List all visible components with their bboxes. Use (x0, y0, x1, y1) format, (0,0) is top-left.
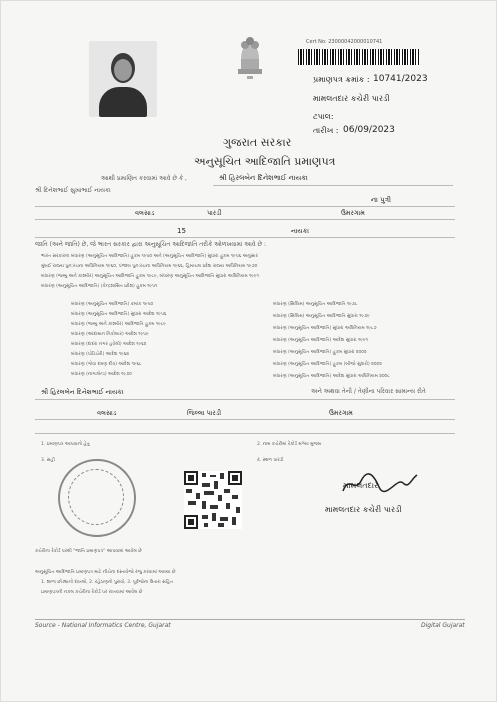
district: પારડી (207, 209, 222, 217)
left-list-item: બંધારણ (અનુસૂચિત આદિજાતિ) સુધારા આદેશ ૧૯૫૬ (71, 312, 167, 317)
footer-line-0: અનુસૂચિત આદિજાતિ પ્રમાણપત્ર માટે નીચેના દસ્તાવેજો રજુ કરવામાં આવ્યા છે (35, 570, 176, 575)
and-family-text: અને અથવા તેની / તેણીના પરિવાર સામાન્ય રીતે (311, 388, 426, 395)
resident-taluka: ઉમરગામ (329, 409, 353, 417)
left-list-item: બંધારણ (નાગાલેન્ડ) આદેશ ૧૯૭૦ (71, 372, 132, 377)
barcode (298, 49, 420, 65)
applicant-name: શ્રી હિરલબેન દિનેશભાઈ નાયકા (219, 174, 308, 182)
cert-no-label: પ્રમાણપત્ર ક્રમાંક : (313, 75, 370, 84)
certificate-title: અનુસૂચિત આદિજાતિ પ્રમાણપત્ર (194, 155, 336, 168)
body-line-2: મુંબઈ રાજ્ય પુનઃરચના અધિનિયમ ૧૯૬૦, પંજાબ પુનઃરચના અધિનિયમ ૧૯૬૬, હિમાચલ પ્રદેશ રાજ્ય અધિનિયમ ૧૯૭૦ (41, 264, 258, 269)
father-name: શ્રી દિનેશભાઈ સુખાભાઈ નાયકા (35, 187, 111, 194)
footer-note: કચેરીના રેકોર્ડ પરથી "જાતિ પ્રમાણપત્ર" આપવામાં આવેલ છે (35, 549, 142, 554)
right-list-item: બંધારણ (અનુસૂચિત આદિજાતિ) હુકમ સુધારા ૨૦૦૨ (273, 350, 367, 355)
right-list-item: બંધારણ (અનુસૂચિત આદિજાતિ) આદેશ સુધારા ૧૯૯૧ (273, 338, 368, 343)
footer-line-2: પ્રમાણપત્રની નકલ કચેરીના રેકોર્ડ પર રાખવામાં આવેલ છે (41, 590, 143, 595)
national-emblem-icon (235, 29, 265, 83)
receipt-label: ટપાલ: (313, 112, 334, 121)
gov-title: ગુજરાત સરકાર (223, 136, 292, 149)
qr-code-icon (184, 471, 242, 529)
cert-no-value: 10741/2023 (373, 74, 428, 84)
right-list-item: બંધારણ (સિક્કિમ) અનુસૂચિત આદિજાતિ ૧૯૭૮ (273, 302, 358, 307)
body-line-3: બંધારણ (જમ્મુ અને કાશ્મીર) અનુસૂચિત આદિજાતિ હુકમ ૧૯૮૯, બંધારણ અનુસૂચિત આદિજાતિ સુધારા અધિનિયમ ૧૯૯૧ (41, 274, 259, 279)
barcode-text: Cert No: 23000042000010741 (306, 39, 383, 45)
body-line-4: બંધારણ (અનુસૂચિત આદિજાતિ) (કેન્દ્રશાસિત પ્રદેશ) હુકમ ૧૯૫૧ (41, 284, 158, 289)
left-list-item: બંધારણ (દાદરા નગર હવેલી) આદેશ ૧૯૬૨ (71, 342, 147, 347)
right-list-item: બંધારણ (અનુસૂચિત આદિજાતિ) આદેશ સુધારા અધિનિયમ ૨૦૦૮ (273, 374, 390, 379)
numbered-item-1: 1. પ્રમાણપત્ર આપવાનો હેતુ (41, 442, 90, 447)
date-label: તારીખ : (313, 126, 339, 135)
signature-designation: મામલતદાર કચેરી પારડી (325, 505, 402, 514)
body-line-0: જાતિ (અને જાતિ) છે, જે ભારત સરકાર દ્વારા અનુસૂચિત આદિજાતિ તરીકે ઓળખવામાં આવે છે : (35, 241, 267, 248)
numbered-item-2: 2. નામ કચેરીમાં રેકોર્ડ મળ્યા મુજબ (257, 442, 322, 447)
taluka: ઉમરગામ (341, 209, 365, 217)
left-list-item: બંધારણ (જમ્મુ અને કાશ્મીર) આદિજાતિ હુકમ ૧૯૮૯ (71, 322, 166, 327)
applicant-photo (89, 41, 157, 117)
left-list-item: બંધારણ (પોંડિચેરી) આદેશ ૧૯૬૪ (71, 352, 130, 357)
caste: નાયકા (291, 227, 309, 235)
line1-prefix: આથી પ્રમાણિત કરવામાં આવે છે કે , (101, 175, 187, 182)
count: 15 (177, 227, 186, 235)
source-footer: Source - National Informatics Centre, Gujarat (35, 622, 171, 629)
left-list-item: બંધારણ (અનુસૂચિત આદિજાતિ) ક્રમાંક ૧૯૫૦ (71, 302, 154, 307)
resident-village: વલસાડ (97, 409, 117, 417)
right-list-item: બંધારણ (સિક્કિમ) અનુસૂચિત આદિજાતિ સુધારા ૧૯૭૯ (273, 314, 370, 319)
left-list-item: બંધારણ (આંદામાન નિકોબાર) આદેશ ૧૯૫૯ (71, 332, 149, 337)
right-list-item: બંધારણ (અનુસૂચિત આદિજાતિ) હુકમ (બીજો સુધારો) ૨૦૦૨ (273, 362, 382, 367)
footer-line-1: 1. શાળા છોડ્યાનો દાખલો, 2. રહેઠાણનો પુરાવો, 3. પૂર્વજોના ઉતારા સહિત (41, 580, 173, 585)
village: વલસાડ (135, 209, 155, 217)
left-list-item: બંધારણ (ગોવા દમણ દીવ) આદેશ ૧૯૬૮ (71, 362, 142, 367)
signature-text: મામલતદાર (343, 481, 379, 490)
numbered-item-4: 4. સ્થળ પારડી (257, 458, 284, 463)
resident-name: શ્રી હિરલબેન દિનેશભાઈ નાયકા (41, 388, 124, 396)
official-seal-icon (58, 459, 136, 537)
numbered-item-3: 3. સહી (41, 458, 55, 463)
right-list-item: બંધારણ (અનુસૂચિત આદિજાતિ) સુધારા અધિનિયમ ૧૯૮૭ (273, 326, 377, 331)
relation: ના પુત્રી (371, 196, 392, 204)
resident-district: જિલ્લા પારડી (187, 409, 222, 417)
date-value: 06/09/2023 (343, 125, 395, 135)
office-name: મામલતદાર કચેરી પારડી (313, 94, 390, 103)
digital-gujarat-footer: Digital Gujarat (421, 622, 465, 629)
body-line-1: ભારત સરકારના બંધારણ (અનુસૂચિત આદિજાતિ) હુકમ ૧૯૫૦ અને (અનુસૂચિત આદિજાતિ) સુધારા હુકમ ૧૯૫૬ અનુસાર (41, 254, 258, 259)
